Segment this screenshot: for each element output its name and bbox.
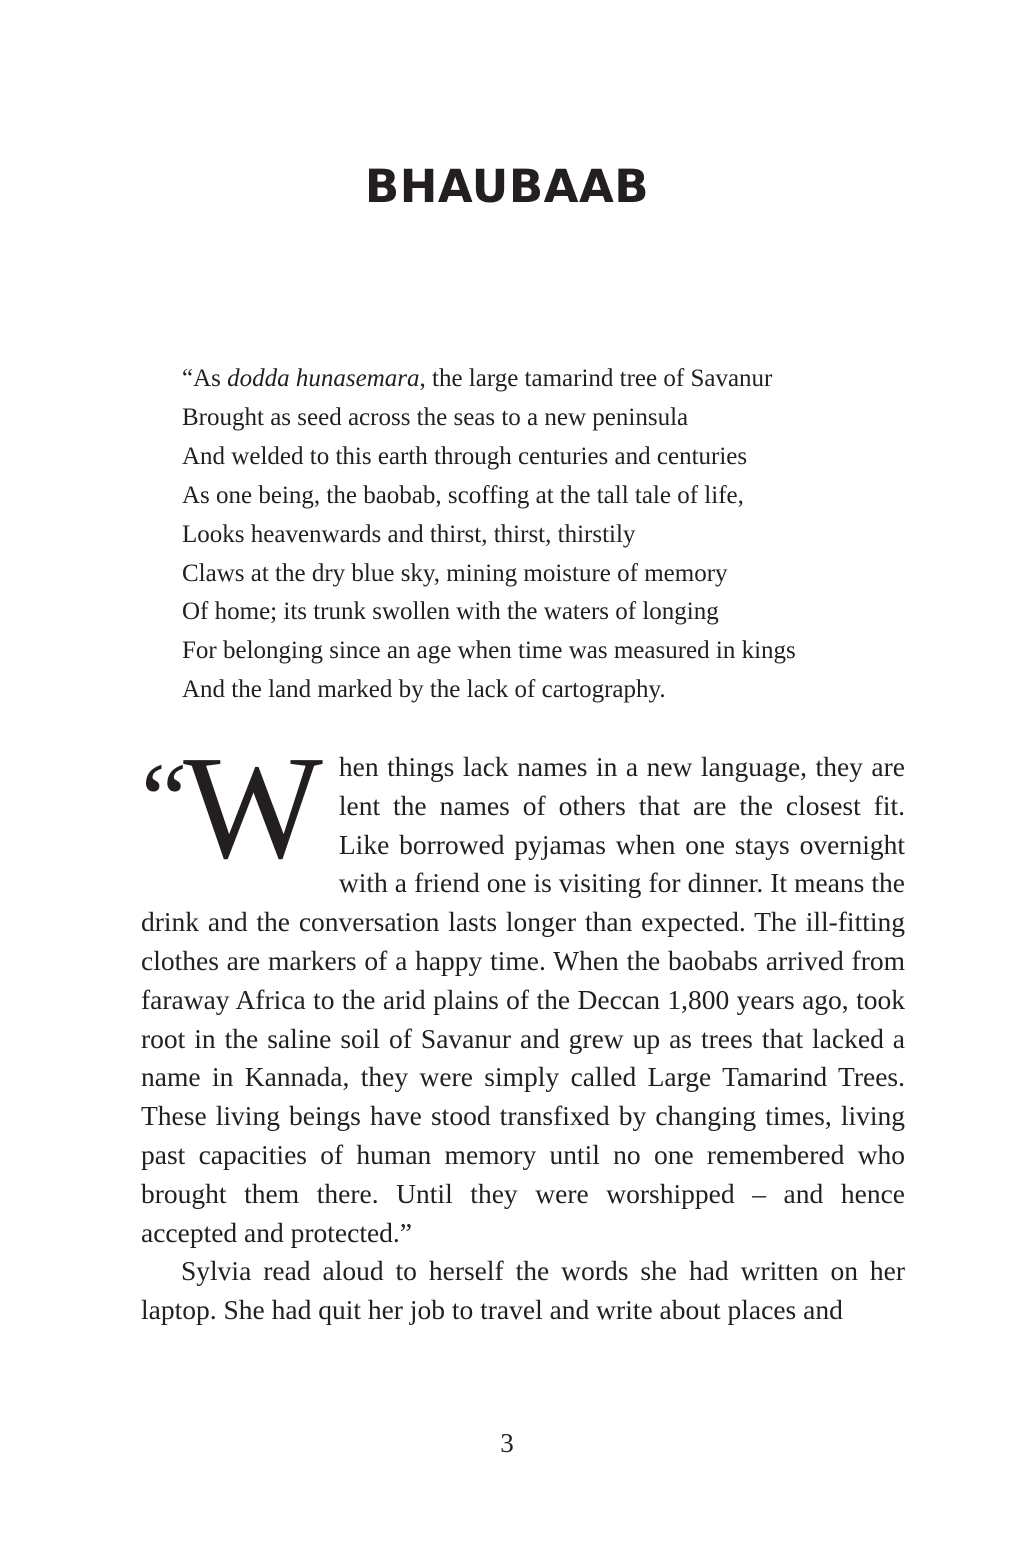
poem-line-prefix: “As [182,365,228,392]
poem-line [182,360,902,399]
epigraph-poem [182,360,902,710]
poem-line: Claws at the dry blue sky, mining moisture of memory [182,559,728,587]
poem-line: As one being, the baobab, scoffing at the tall tale of life, [182,481,744,509]
poem-line-suffix: , the large tamarind tree of Savanur [419,365,773,392]
chapter-title: BHAUBAAB [364,160,650,213]
paragraph-1 [141,726,905,1252]
poem-line: And the land marked by the lack of cartography. [182,676,666,704]
poem-line: Brought as seed across the seas to a new peninsula [182,403,689,431]
drop-cap [141,726,323,890]
page-number: 3 [500,1428,514,1458]
paragraph-1-text: hen things lack names in a new language, they are lent the names of others that are the closest fit. Like borrowed pyjamas when one stays overnight with a friend one is visiting for dinner. It means the drink and the conversation lasts longer than expected. The ill-fitting clothes are markers of a happy time. When the baobabs arrived from faraway Africa to the arid plains of the Deccan 1,800 years ago, took root in the saline soil of Savanur and grew up as trees that lacked a name in Kannada, they were simply called Large Tamarind Trees. These living beings have stood transfixed by changing times, living past capacities of human memory until no one remembered who brought them there. Until they were worshipped – and hence accepted and protected.” [141,751,905,1248]
poem-line: Looks heavenwards and thirst, thirst, thirstily [182,520,636,548]
drop-cap-quote: “ [141,742,184,857]
poem-line-italic: dodda hunasemara [227,365,420,392]
poem-line: Of home; its trunk swollen with the waters of longing [182,598,719,626]
drop-cap-letter: W [183,726,323,890]
poem-line: And welded to this earth through centuries and centuries [182,442,748,470]
body-text [141,726,905,1330]
paragraph-2: Sylvia read aloud to herself the words she had written on her laptop. She had quit her job to travel and write about places and [141,1255,905,1326]
poem-line: For belonging since an age when time was measured in kings [182,637,796,665]
